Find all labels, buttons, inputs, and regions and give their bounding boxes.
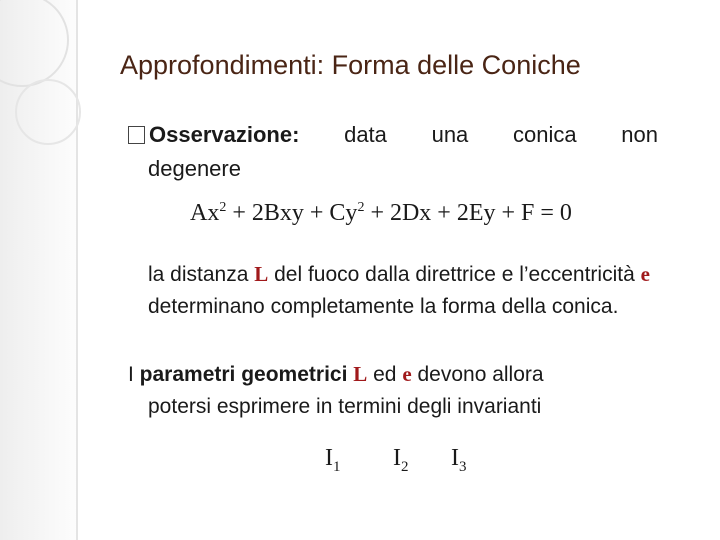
symbol-L: L [254, 262, 269, 286]
symbol-L: L [353, 362, 368, 386]
observation-word: non [621, 122, 658, 147]
invariant-I2: $I_2$ [393, 445, 409, 475]
paragraph-parameters-line2: potersi esprimere in termini degli invarianti [148, 395, 542, 418]
observation-word: una [431, 122, 469, 147]
parameters-bold: parametri geometrici [139, 363, 348, 386]
bullet-square-icon [128, 126, 145, 144]
observation-label: Osservazione: [149, 122, 300, 147]
invariant-I1: $I_1$ [325, 445, 341, 475]
observation-word: conica [512, 122, 577, 147]
paragraph-parameters: I parametri geometrici L ed e devono allora potersi esprimere in termini degli invarianti [128, 358, 668, 423]
deco-circle-large [0, 0, 68, 86]
conic-equation: $Ax^2 + 2Bxy + Cy^2 + 2Dx + 2Ey + F = 0$ [190, 200, 572, 226]
observation-block [128, 118, 658, 186]
paragraph-distance: la distanza L del fuoco dalla direttrice e l’eccentricità e determinano completamente la forma della conica. [148, 262, 650, 318]
deco-circle-small [16, 80, 80, 144]
observation-word: data [344, 122, 387, 147]
slide-title: Approfondimenti: Forma delle Coniche [120, 50, 581, 80]
observation-line2: degenere [148, 156, 241, 181]
symbol-e: e [640, 262, 650, 286]
symbol-e: e [402, 362, 412, 386]
invariant-I3: $I_3$ [451, 445, 467, 475]
